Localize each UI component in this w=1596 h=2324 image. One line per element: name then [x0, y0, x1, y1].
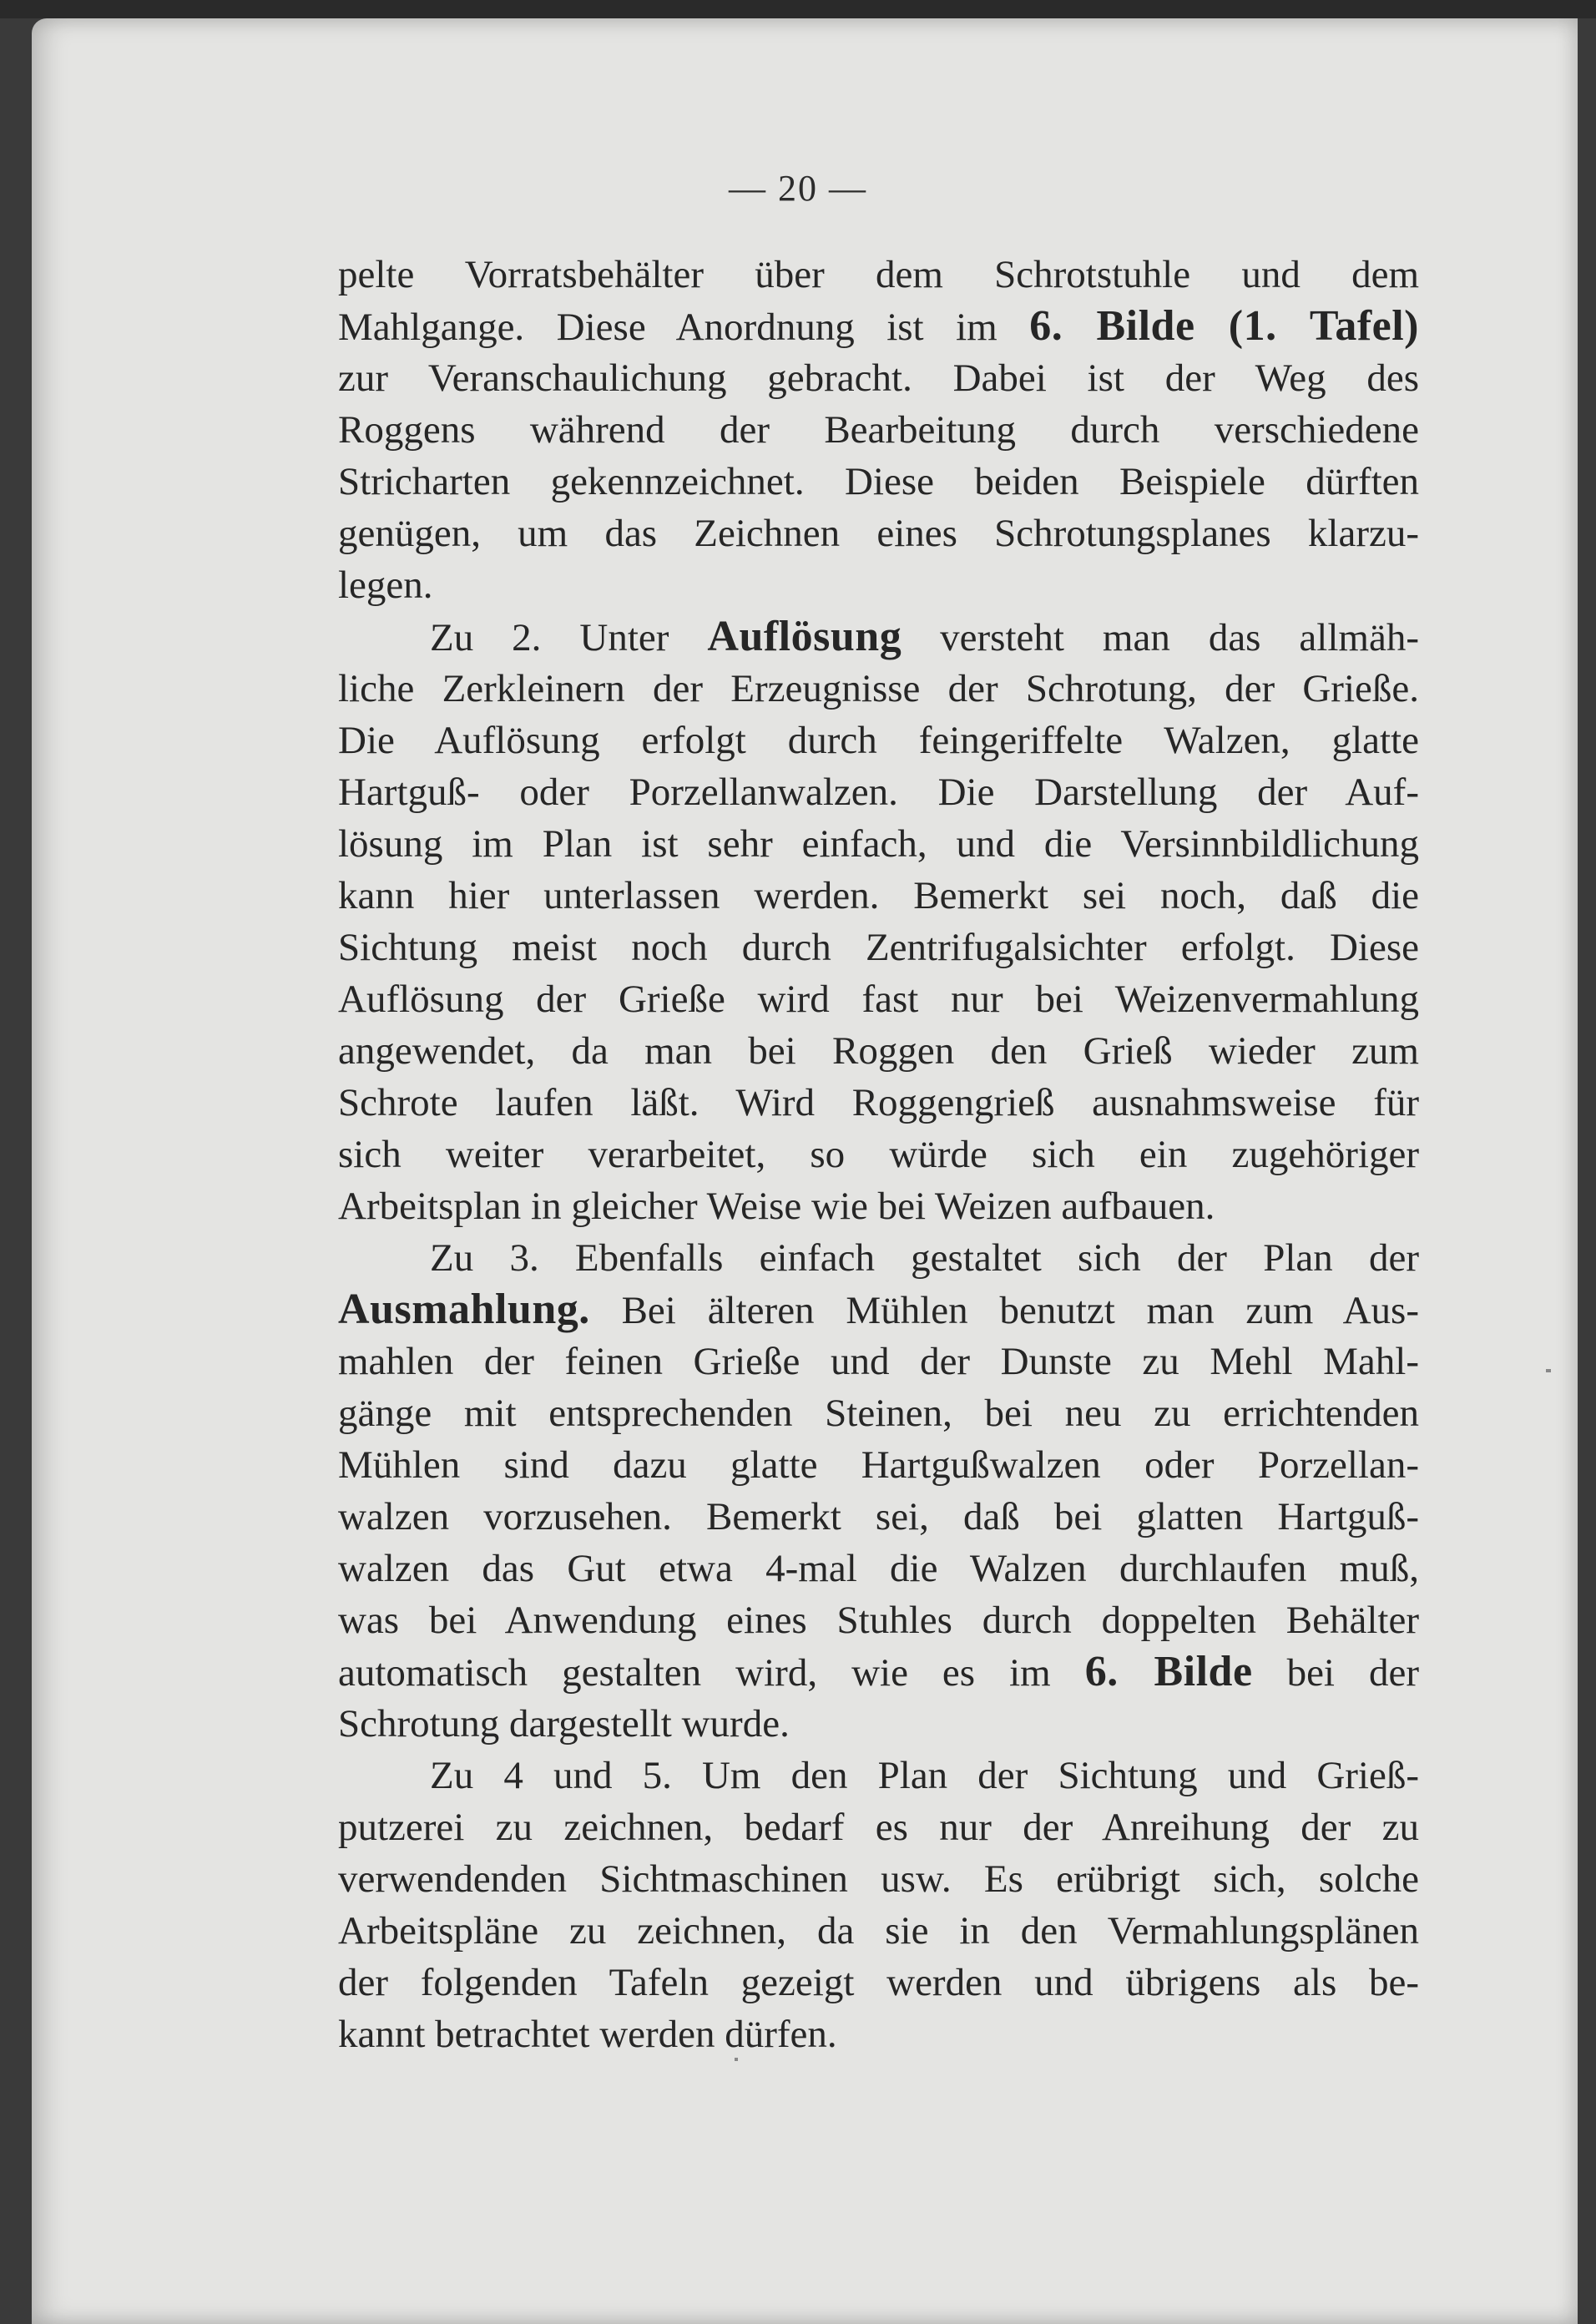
- paragraph: [338, 1232, 1419, 1750]
- scan-border: [0, 0, 1596, 18]
- text-segment: lösung im Plan ist sehr einfach, und die Versinnbildlichung: [338, 822, 1419, 866]
- text-line: [338, 1284, 1419, 1336]
- text-segment: Die Auflösung erfolgt durch feingeriffelte Walzen, glatte: [338, 719, 1419, 762]
- text-line: [338, 1439, 1419, 1491]
- scan-speck: [1546, 1369, 1551, 1372]
- text-line: [338, 2008, 1419, 2060]
- text-line: [338, 1750, 1419, 1801]
- text-line: [338, 404, 1419, 456]
- text-segment: Arbeitspläne zu zeichnen, da sie in den Vermahlungsplänen: [338, 1909, 1419, 1953]
- text-line: [338, 766, 1419, 818]
- text-line: [338, 1801, 1419, 1853]
- text-segment: Bei älteren Mühlen benutzt man zum Aus-: [589, 1289, 1419, 1332]
- text-segment: Roggens während der Bearbeitung durch verschiedene: [338, 408, 1419, 452]
- text-segment: Sichtung meist noch durch Zentrifugalsichter erfolgt. Diese: [338, 926, 1419, 969]
- text-segment: Zu 3. Ebenfalls einfach gestaltet sich der Plan der: [430, 1236, 1419, 1280]
- text-segment: kannt betrachtet werden dürfen.: [338, 2013, 837, 2056]
- text-segment: putzerei zu zeichnen, bedarf es nur der Anreihung der zu: [338, 1806, 1419, 1849]
- text-line: [338, 1957, 1419, 2008]
- text-line: [338, 818, 1419, 870]
- text-segment: Schrotung dargestellt wurde.: [338, 1702, 790, 1746]
- text-segment: Schrote laufen läßt. Wird Roggengrieß ausnahmsweise für: [338, 1081, 1419, 1124]
- text-segment: Zu 2. Unter: [430, 616, 708, 659]
- text-segment: Mühlen sind dazu glatte Hartgußwalzen oder Porzellan-: [338, 1443, 1419, 1487]
- text-segment: Stricharten gekennzeichnet. Diese beiden Beispiele dürften: [338, 460, 1419, 503]
- text-line: [338, 922, 1419, 973]
- text-segment: Mahlgange. Diese Anordnung ist im: [338, 306, 1030, 349]
- text-line: [338, 456, 1419, 508]
- text-segment: Zu 4 und 5. Um den Plan der Sichtung und Grieß-: [430, 1754, 1419, 1797]
- text-segment: genügen, um das Zeichnen eines Schrotungsplanes klarzu-: [338, 512, 1419, 555]
- text-line: [338, 663, 1419, 715]
- text-segment: Hartguß- oder Porzellanwalzen. Die Darstellung der Auf-: [338, 770, 1419, 814]
- text-segment: mahlen der feinen Grieße und der Dunste zu Mehl Mahl-: [338, 1340, 1419, 1383]
- text-segment: walzen das Gut etwa 4-mal die Walzen durchlaufen muß,: [338, 1547, 1419, 1590]
- page-number: — 20 —: [729, 168, 867, 209]
- bold-term: 6. Bilde (1. Tafel): [1029, 302, 1419, 350]
- text-line: [338, 1543, 1419, 1594]
- text-segment: walzen vorzusehen. Bemerkt sei, daß bei glatten Hartguß-: [338, 1495, 1419, 1538]
- text-line: [338, 1336, 1419, 1387]
- bold-term: Auflösung: [707, 613, 902, 660]
- text-line: [338, 973, 1419, 1025]
- text-line: [338, 611, 1419, 663]
- text-line: [338, 301, 1419, 352]
- text-segment: der folgenden Tafeln gezeigt werden und übrigens als be-: [338, 1961, 1419, 2004]
- body-text: [338, 249, 1419, 2060]
- text-line: [338, 559, 1419, 611]
- text-line: [338, 249, 1419, 301]
- bold-term: 6. Bilde: [1084, 1648, 1253, 1695]
- text-line: [338, 1387, 1419, 1439]
- text-line: [338, 1698, 1419, 1750]
- text-segment: angewendet, da man bei Roggen den Grieß wieder zum: [338, 1029, 1419, 1073]
- text-line: [338, 1905, 1419, 1957]
- text-line: [338, 1180, 1419, 1232]
- text-line: [338, 870, 1419, 922]
- text-segment: Arbeitsplan in gleicher Weise wie bei Weizen aufbauen.: [338, 1185, 1215, 1228]
- text-segment: was bei Anwendung eines Stuhles durch doppelten Behälter: [338, 1599, 1419, 1642]
- text-segment: legen.: [338, 563, 433, 607]
- paragraph: [338, 611, 1419, 1232]
- text-line: [338, 508, 1419, 559]
- text-line: [338, 352, 1419, 404]
- text-segment: sich weiter verarbeitet, so würde sich ein zugehöriger: [338, 1133, 1419, 1176]
- text-segment: bei der: [1252, 1651, 1420, 1695]
- text-line: [338, 715, 1419, 766]
- text-line: [338, 1646, 1419, 1698]
- text-line: [338, 1129, 1419, 1180]
- text-line: [338, 1077, 1419, 1129]
- paragraph: [338, 249, 1419, 611]
- text-segment: automatisch gestalten wird, wie es im: [338, 1651, 1085, 1695]
- text-line: [338, 1232, 1419, 1284]
- paragraph: [338, 1750, 1419, 2060]
- text-segment: gänge mit entsprechenden Steinen, bei neu zu errichtenden: [338, 1392, 1419, 1435]
- text-segment: liche Zerkleinern der Erzeugnisse der Schrotung, der Grieße.: [338, 667, 1419, 710]
- bold-term: Ausmahlung.: [338, 1286, 590, 1333]
- text-segment: Auflösung der Grieße wird fast nur bei Weizenvermahlung: [338, 978, 1419, 1021]
- text-segment: zur Veranschaulichung gebracht. Dabei ist der Weg des: [338, 356, 1419, 400]
- text-line: [338, 1853, 1419, 1905]
- text-segment: verwendenden Sichtmaschinen usw. Es erübrigt sich, solche: [338, 1857, 1419, 1901]
- text-line: [338, 1025, 1419, 1077]
- text-segment: kann hier unterlassen werden. Bemerkt sei noch, daß die: [338, 874, 1419, 917]
- text-segment: pelte Vorratsbehälter über dem Schrotstuhle und dem: [338, 253, 1419, 296]
- text-line: [338, 1594, 1419, 1646]
- text-line: [338, 1491, 1419, 1543]
- text-segment: versteht man das allmäh-: [902, 616, 1419, 659]
